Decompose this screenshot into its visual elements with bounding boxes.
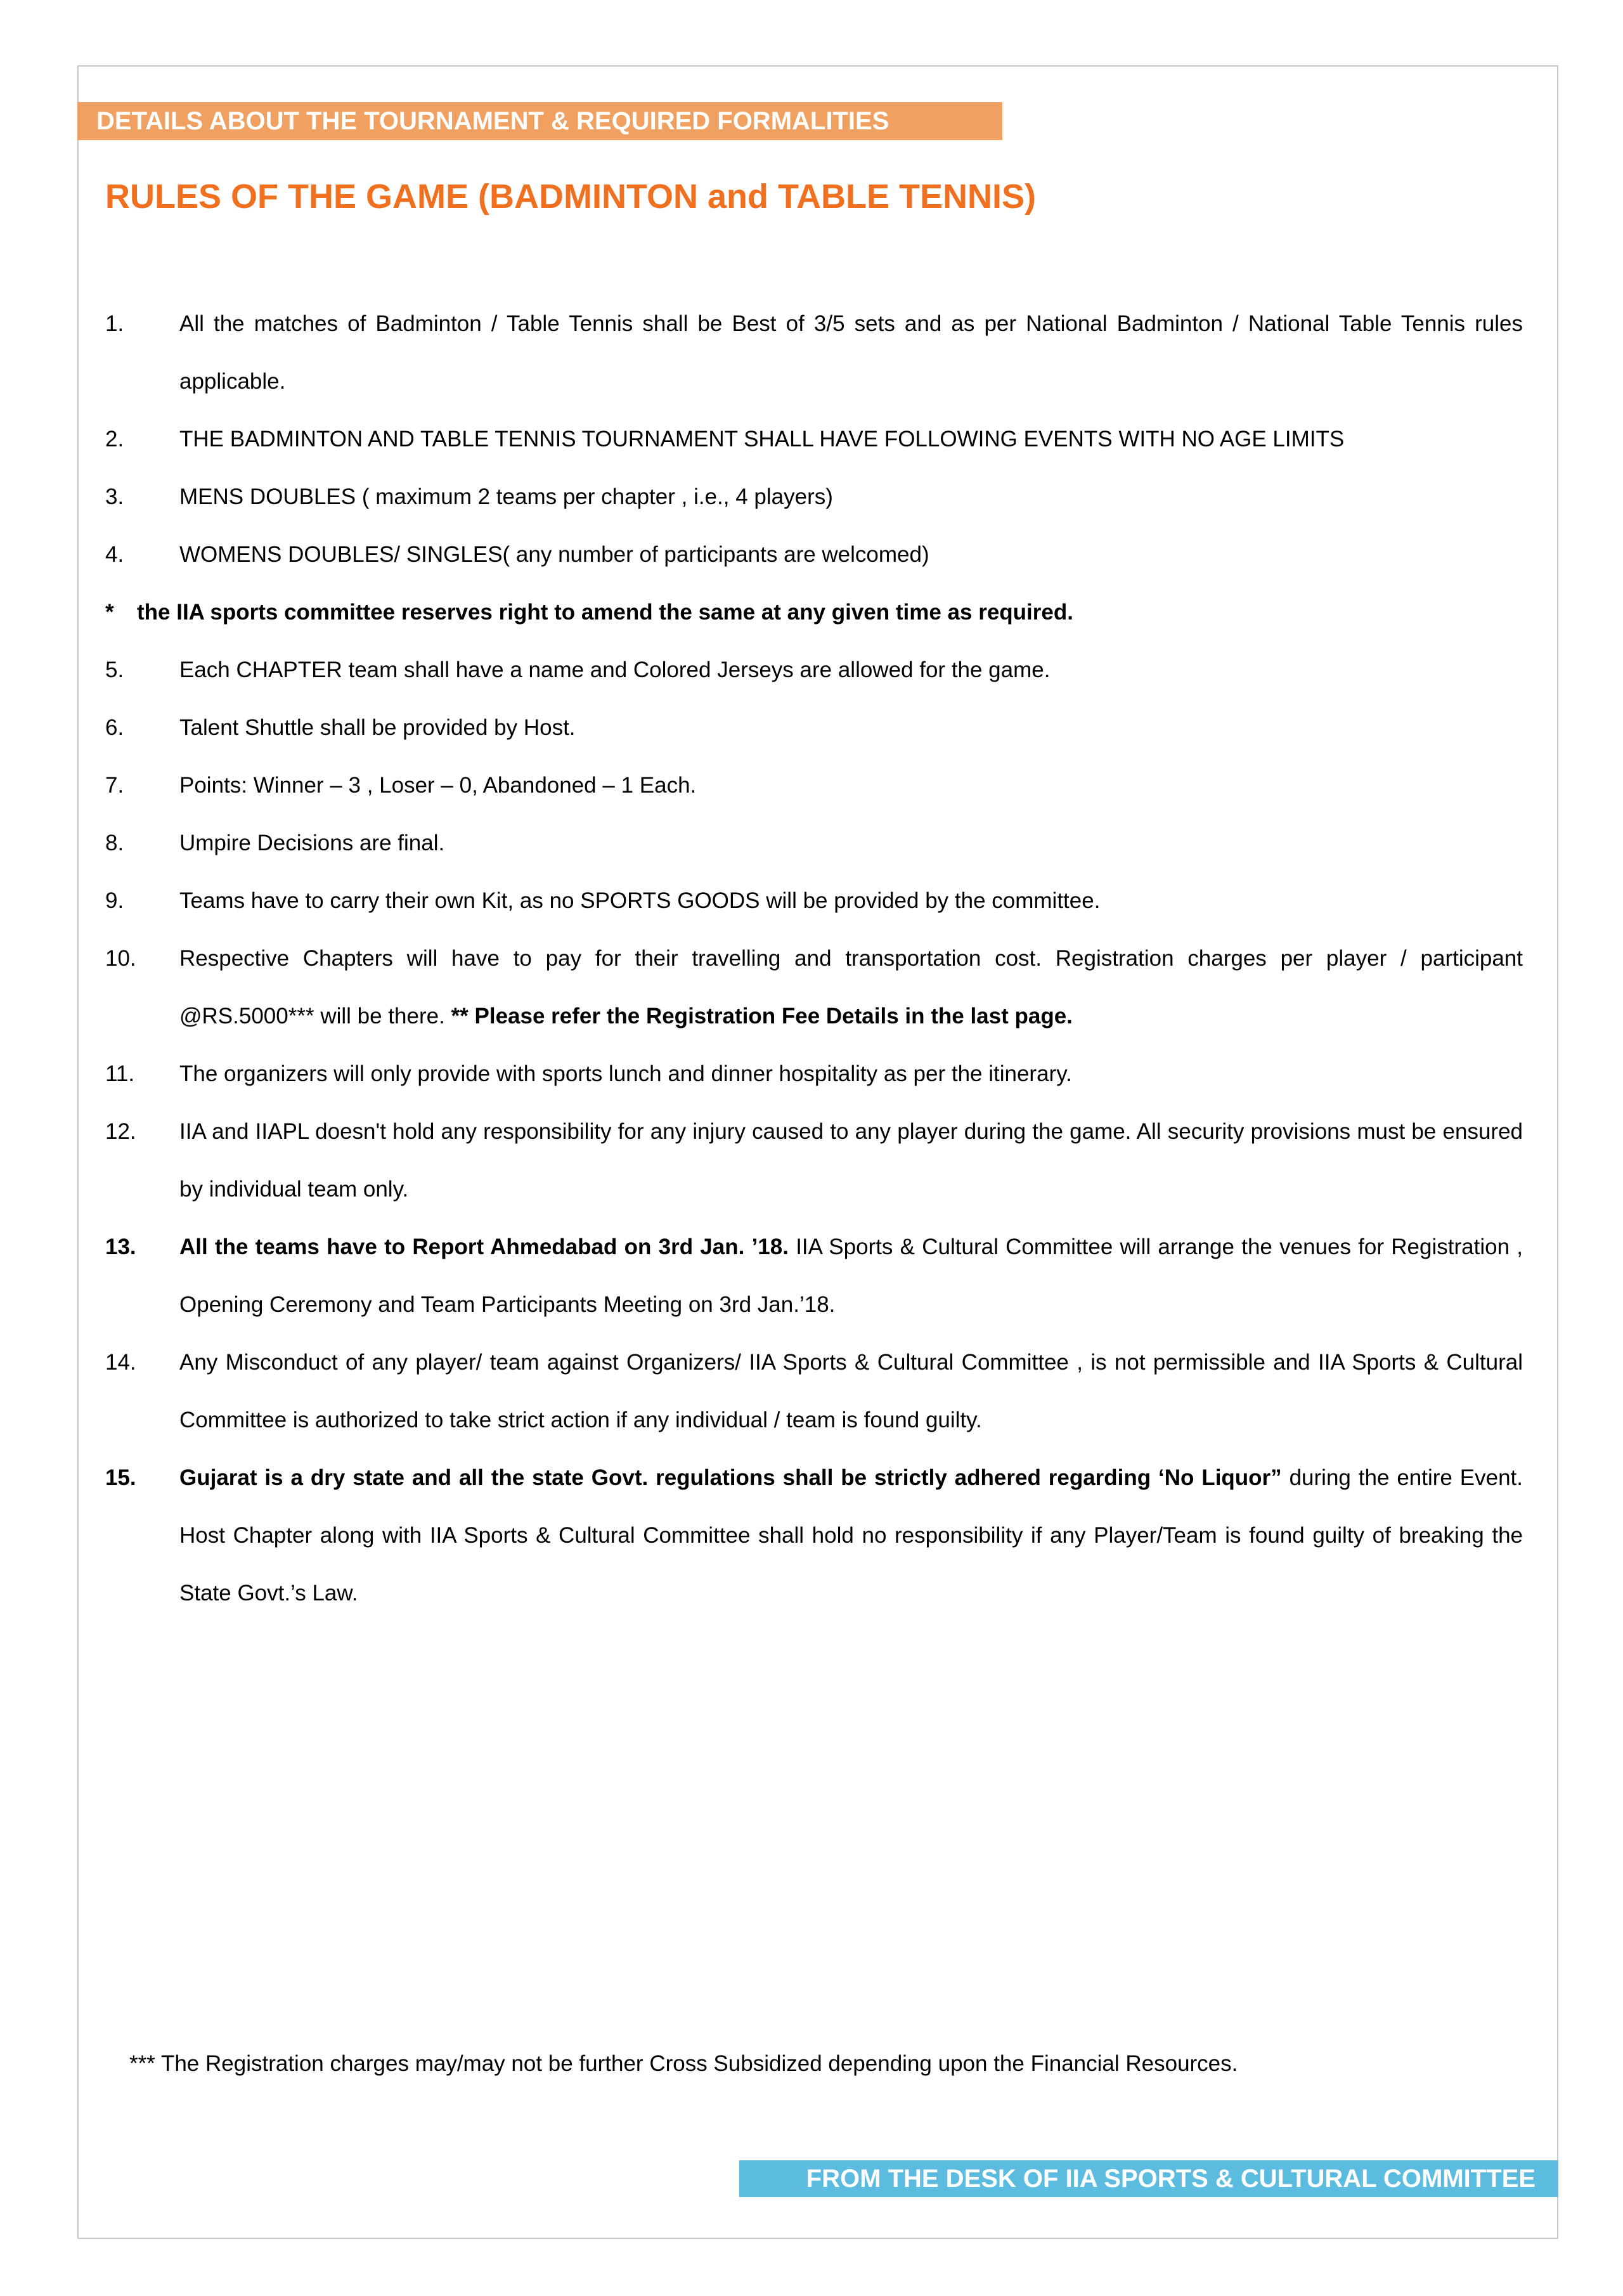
rule-text: WOMENS DOUBLES/ SINGLES( any number of participants are welcomed) [179, 542, 929, 567]
rule-text [179, 1218, 1523, 1333]
rule-item [105, 1218, 1523, 1333]
rule-text: Teams have to carry their own Kit, as no SPORTS GOODS will be provided by the committee. [179, 888, 1101, 913]
rule-item [105, 872, 1523, 930]
rule-item [105, 1333, 1523, 1449]
rule-text: Umpire Decisions are final. [179, 831, 445, 855]
rule-item [105, 410, 1523, 468]
rule-number: 14. [105, 1350, 136, 1375]
rule-item [105, 930, 1523, 1045]
rule-text [179, 1449, 1523, 1622]
note-text: the IIA sports committee reserves right to amend the same at any given time as required. [137, 600, 1073, 625]
asterisk-marker: * [105, 600, 114, 625]
page-title: RULES OF THE GAME (BADMINTON and TABLE TENNIS) [105, 178, 1036, 216]
rule-item [105, 699, 1523, 756]
rule-item [105, 1045, 1523, 1103]
rule-number: 6. [105, 715, 124, 740]
rule-text: THE BADMINTON AND TABLE TENNIS TOURNAMENT SHALL HAVE FOLLOWING EVENTS WITH NO AGE LIMITS [179, 427, 1345, 451]
rules-list [105, 295, 1523, 1622]
rule-number: 15. [105, 1465, 136, 1490]
section-banner: DETAILS ABOUT THE TOURNAMENT & REQUIRED FORMALITIES [77, 102, 1002, 140]
footer-banner: FROM THE DESK OF IIA SPORTS & CULTURAL COMMITTEE [739, 2160, 1558, 2197]
rule-item [105, 1103, 1523, 1218]
rule-text-bold: Gujarat is a dry state and all the state Govt. regulations shall be strictly adhered regarding ‘No Liquor” [179, 1465, 1282, 1490]
rule-text-main: during the entire Event. Host Chapter along with IIA Sports & Cultural Committee shall hold no responsibility if any Player/Team is found guilty of breaking the State Govt.’s Law. [179, 1465, 1523, 1605]
rule-number: 7. [105, 773, 124, 798]
rule-item [105, 814, 1523, 872]
registration-footnote: *** The Registration charges may/may not be further Cross Subsidized depending upon the Financial Resources. [129, 2051, 1238, 2076]
rule-item [105, 1449, 1523, 1622]
rule-text: IIA and IIAPL doesn't hold any responsibility for any injury caused to any player during the game. All security provisions must be ensured by individual team only. [179, 1119, 1523, 1202]
rule-item [105, 468, 1523, 526]
rule-number: 13. [105, 1235, 136, 1259]
rule-text: All the matches of Badminton / Table Tennis shall be Best of 3/5 sets and as per National Badminton / National Table Tennis rules applicable. [179, 311, 1523, 394]
rule-text: Talent Shuttle shall be provided by Host. [179, 715, 576, 740]
rule-number: 4. [105, 542, 124, 567]
rule-text: MENS DOUBLES ( maximum 2 teams per chapter , i.e., 4 players) [179, 484, 833, 509]
rule-text: Each CHAPTER team shall have a name and Colored Jerseys are allowed for the game. [179, 658, 1051, 682]
rule-item [105, 756, 1523, 814]
rule-text: Any Misconduct of any player/ team against Organizers/ IIA Sports & Cultural Committee , is not permissible and IIA Sports & Cultural Committee is authorized to take strict action if any individual / team is found guilty. [179, 1350, 1523, 1432]
rule-text-bold: All the teams have to Report Ahmedabad on 3rd Jan. ’18. [179, 1235, 789, 1259]
rule-number: 12. [105, 1119, 136, 1144]
rule-text-main: Respective Chapters will have to pay for their travelling and transportation cost. Registration charges per player / participant @RS.5000*** will be there. [179, 946, 1523, 1028]
registration-fee-note: ** Please refer the Registration Fee Details in the last page. [451, 1004, 1073, 1028]
rule-item [105, 526, 1523, 583]
rule-item [105, 295, 1523, 410]
rule-number: 1. [105, 311, 124, 336]
rule-number: 5. [105, 658, 124, 682]
rule-number: 9. [105, 888, 124, 913]
rule-item [105, 641, 1523, 699]
rule-text-main: IIA Sports & Cultural Committee will arrange the venues for Registration , Opening Ceremony and Team Participants Meeting on 3rd Jan.’18. [179, 1235, 1523, 1317]
rule-text: Points: Winner – 3 , Loser – 0, Abandoned – 1 Each. [179, 773, 697, 798]
rule-number: 11. [105, 1061, 135, 1086]
rule-number: 10. [105, 946, 136, 971]
rule-number: 3. [105, 484, 124, 509]
rule-text: The organizers will only provide with sports lunch and dinner hospitality as per the itinerary. [179, 1061, 1072, 1086]
rule-number: 2. [105, 427, 124, 451]
rule-text [179, 930, 1523, 1045]
committee-note [105, 583, 1523, 641]
rule-number: 8. [105, 831, 124, 855]
